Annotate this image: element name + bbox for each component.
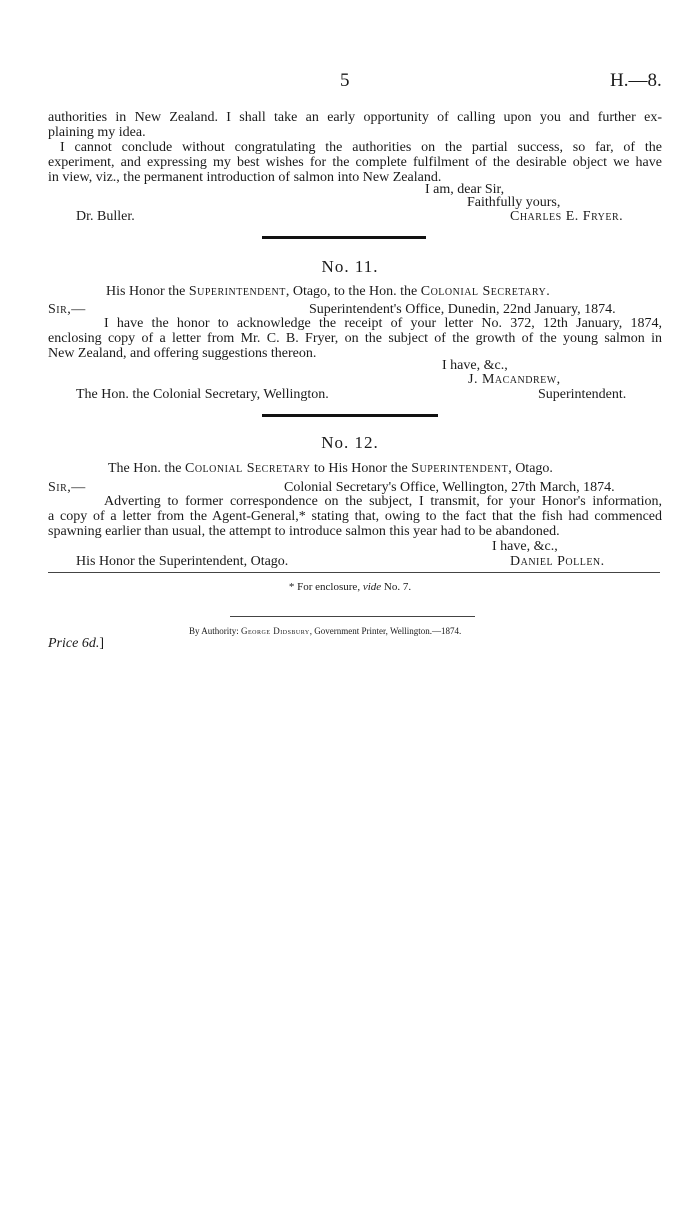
letter-12-body-line: spawning earlier than usual, the attempt to introduce salmon this year had to be abandoned.: [48, 524, 560, 539]
letter-11-signature: J. Macandrew,: [468, 372, 561, 387]
footnote-separator: [48, 572, 660, 573]
letter-11-signatory-title: Superintendent.: [538, 387, 627, 402]
footnote-vide: vide: [362, 581, 382, 593]
footnote: * For enclosure, vide No. 7.: [288, 581, 412, 593]
letter-12-body-line: a copy of a letter from the Agent-General,* stating that, owing to the fact that the fish had commenced: [48, 509, 662, 524]
price: Price 6d.]: [48, 636, 104, 651]
letter-11-salutation: Sir,—: [48, 302, 86, 317]
letter-11-body-line: I have the honor to acknowledge the receipt of your letter No. 372, 12th January, 1874,: [104, 316, 662, 331]
intro-line: plaining my idea.: [48, 125, 146, 140]
intro-line: I cannot conclude without congratulating the authorities on the partial success, so far, of the: [60, 140, 662, 155]
letter-12-place-date: Colonial Secretary's Office, Wellington, 27th March, 1874.: [284, 480, 615, 495]
page-number: 5: [340, 70, 350, 91]
intro-signature: Charles E. Fryer.: [510, 209, 624, 224]
letter-12-from: Colonial Secretary: [184, 461, 311, 476]
intro-closing-2: Faithfully yours,: [467, 195, 561, 210]
letter-11-place-date: Superintendent's Office, Dunedin, 22nd January, 1874.: [309, 302, 616, 317]
intro-paragraph: [48, 110, 662, 185]
intro-line: in view, viz., the permanent introduction of salmon into New Zealand.: [48, 170, 442, 185]
letter-12-heading: The Hon. the Colonial Secretary to His Honor the Superintendent, Otago.: [108, 461, 553, 476]
letter-12-to: Superintendent: [411, 461, 509, 476]
letter-12-addressee: His Honor the Superintendent, Otago.: [76, 554, 289, 569]
price-label: Price 6d.: [48, 636, 100, 651]
letter-11-to: Colonial Secretary: [420, 284, 547, 299]
letter-12-body-line: Adverting to former correspondence on the subject, I transmit, for your Honor's information,: [104, 494, 662, 509]
letter-11-number: No. 11.: [321, 257, 379, 276]
letter-12-closing: I have, &c.,: [492, 539, 558, 554]
letter-12-number: No. 12.: [321, 433, 379, 452]
letter-11-closing: I have, &c.,: [442, 358, 508, 373]
letter-11-body-line: New Zealand, and offering suggestions thereon.: [48, 346, 317, 361]
section-divider: [262, 414, 438, 417]
letter-12-salutation: Sir,—: [48, 480, 86, 495]
intro-line: authorities in New Zealand. I shall take an early opportunity of calling upon you and further ex-: [48, 110, 662, 125]
section-divider: [262, 236, 426, 239]
imprint-separator: [230, 616, 475, 617]
letter-11-body: [48, 316, 662, 361]
intro-closing-1: I am, dear Sir,: [425, 182, 505, 197]
intro-addressee: Dr. Buller.: [76, 209, 135, 224]
letter-11-heading: His Honor the Superintendent, Otago, to the Hon. the Colonial Secretary.: [106, 284, 550, 299]
imprint: By Authority: George Didsbury, Government Printer, Wellington.—1874.: [189, 626, 462, 636]
letter-12-body: [48, 494, 662, 539]
printer-name: George Didsbury: [241, 626, 310, 636]
letter-12-signature: Daniel Pollen.: [510, 554, 605, 569]
letter-11-from: Superintendent: [188, 284, 286, 299]
intro-line: experiment, and expressing my best wishes for the complete fulfilment of the desirable object we have: [48, 155, 662, 170]
letter-11-addressee: The Hon. the Colonial Secretary, Wellington.: [76, 387, 329, 402]
letter-11-body-line: enclosing copy of a letter from Mr. C. B. Fryer, on the subject of the growth of the young salmon in: [48, 331, 662, 346]
document-code: H.—8.: [610, 70, 662, 91]
